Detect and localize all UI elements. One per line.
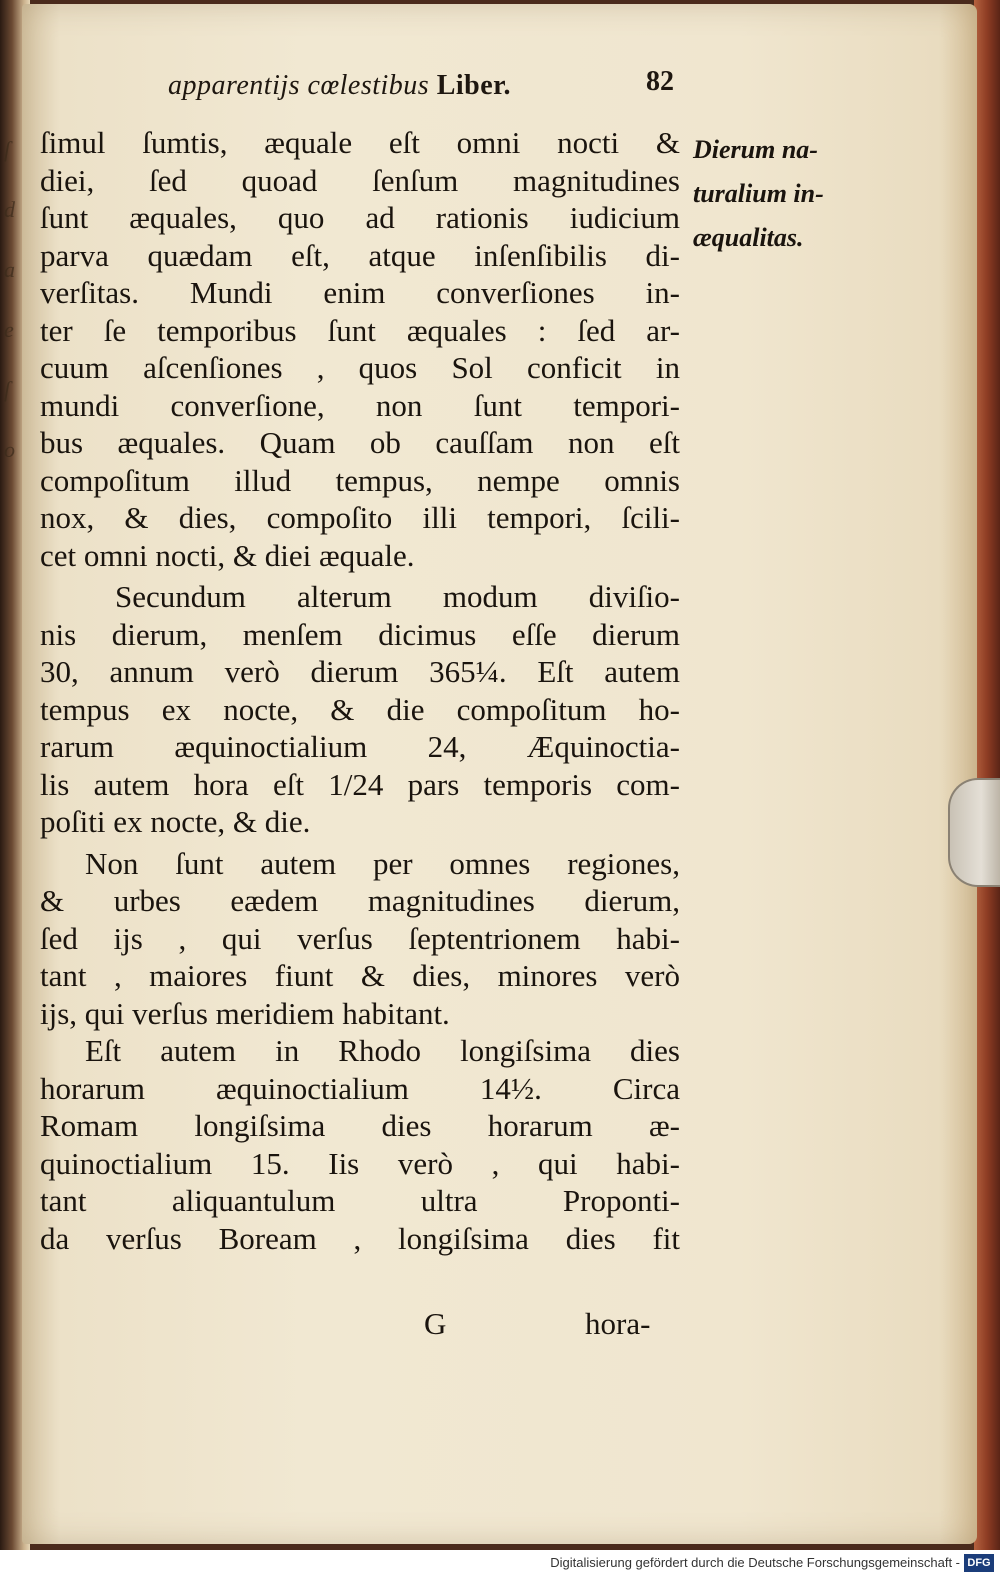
text-line: compoſitum illud tempus, nempe omnis bbox=[40, 462, 680, 498]
signature-mark: G bbox=[424, 1306, 447, 1341]
text-line: ſimul ſumtis, æquale eſt omni nocti & bbox=[40, 125, 680, 160]
text-line: ſed ijs , qui verſus ſeptentrionem habi- bbox=[40, 920, 680, 956]
text-line: Non ſunt autem per omnes regiones, bbox=[85, 845, 680, 881]
catchword: hora- bbox=[585, 1306, 651, 1341]
marginal-note bbox=[693, 128, 868, 260]
text-line: cuum aſcenſiones , quos Sol conficit in bbox=[40, 350, 680, 385]
running-title: apparentijs cœlestibus bbox=[168, 70, 430, 101]
funding-credit: Digitalisierung gefördert durch die Deutsche Forschungsgemeinschaft - bbox=[550, 1555, 960, 1570]
book-fore-edge bbox=[974, 0, 1000, 1550]
text-line: tempus ex nocte, & die compoſitum ho- bbox=[40, 691, 680, 727]
text-line: & urbes eædem magnitudines dierum, bbox=[40, 883, 680, 918]
book-clasp bbox=[948, 778, 1000, 887]
facing-page-margin-fragments: ſ d a e ſ o bbox=[4, 137, 15, 462]
body-text bbox=[40, 124, 680, 1257]
text-line: tant aliquantulum ultra Proponti- bbox=[40, 1183, 680, 1218]
text-line: 30, annum verò dierum 365¼. Eſt autem bbox=[40, 654, 680, 689]
text-line: ter ſe temporibus ſunt æquales : ſed ar- bbox=[40, 312, 680, 348]
text-line: bus æquales. Quam ob cauſſam non eſt bbox=[40, 425, 680, 460]
text-line: tant , maiores fiunt & dies, minores verò bbox=[40, 958, 680, 993]
text-line: diei, ſed quoad ſenſum magnitudines bbox=[40, 162, 680, 198]
text-line: nis dierum, menſem dicimus eſſe dierum bbox=[40, 616, 680, 652]
text-line: rarum æquinoctialium 24, Æquinoctia- bbox=[40, 729, 680, 764]
text-line: quinoctialium 15. Iis verò , qui habi- bbox=[40, 1145, 680, 1181]
text-line: horarum æquinoctialium 14½. Circa bbox=[40, 1070, 680, 1106]
marginal-note-line: Dierum na- bbox=[693, 135, 818, 164]
text-line: da verſus Boream , longiſsima dies fit bbox=[40, 1220, 680, 1256]
folio-number: 82 bbox=[646, 66, 674, 97]
footer-bar bbox=[0, 1550, 1000, 1578]
marginal-note-line: æqualitas. bbox=[693, 223, 804, 252]
running-head bbox=[168, 70, 511, 102]
running-title-end: Liber. bbox=[436, 70, 511, 101]
dfg-logo: DFG bbox=[964, 1554, 994, 1572]
text-line: Romam longiſsima dies horarum æ- bbox=[40, 1108, 680, 1143]
text-line: ſunt æquales, quo ad rationis iudicium bbox=[40, 200, 680, 235]
text-line: parva quædam eſt, atque inſenſibilis di- bbox=[40, 237, 680, 273]
text-line: verſitas. Mundi enim converſiones in- bbox=[40, 275, 680, 310]
text-line: Eſt autem in Rhodo longiſsima dies bbox=[85, 1033, 680, 1068]
text-line: lis autem hora eſt 1/24 pars temporis com- bbox=[40, 766, 680, 802]
text-line: nox, & dies, compoſito illi tempori, ſcili- bbox=[40, 500, 680, 535]
text-line: ijs, qui verſus meridiem habitant. bbox=[40, 995, 450, 1031]
text-line: poſiti ex nocte, & die. bbox=[40, 804, 311, 839]
text-line: Secundum alterum modum diviſio- bbox=[115, 579, 680, 614]
text-line: cet omni nocti, & diei æquale. bbox=[40, 537, 415, 573]
marginal-note-line: turalium in- bbox=[693, 179, 824, 208]
text-line: mundi converſione, non ſunt tempori- bbox=[40, 387, 680, 423]
